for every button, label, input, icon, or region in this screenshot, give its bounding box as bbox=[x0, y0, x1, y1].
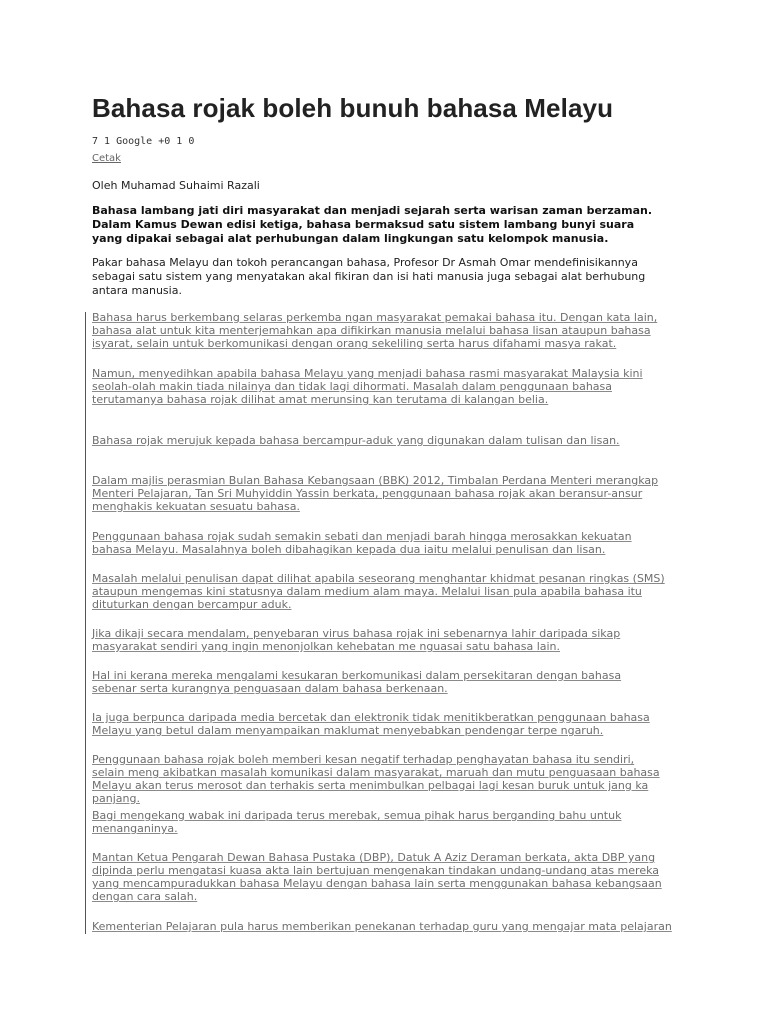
article-title: Bahasa rojak boleh bunuh bahasa Melayu bbox=[92, 93, 614, 123]
lead-paragraph: Bahasa lambang jati diri masyarakat dan menjadi sejarah serta warisan zaman berzaman. Dalam Kamus Dewan edisi ketiga, bahasa bermaksud satu sistem lambang bunyi suara yang dipakai sebagai alat perhubungan dalam lingkungan satu kelompok manusia. bbox=[92, 204, 653, 245]
body-paragraph[interactable]: Namun, menyedihkan apabila bahasa Melayu yang menjadi bahasa rasmi masyarakat Malaysia kini seolah-olah makin tiada nilainya dan tidak lagi dihormati. Masalah dalam penggunaan bahasa terutamanya bahasa rojak dilihat amat merunsing kan terutama di kalangan belia. bbox=[92, 367, 643, 406]
body-paragraph[interactable]: Bagi mengekang wabak ini daripada terus merebak, semua pihak harus berganding bahu untuk menanganinya. bbox=[92, 809, 622, 835]
body-paragraph[interactable]: Penggunaan bahasa rojak boleh memberi kesan negatif terhadap penghayatan bahasa itu sendiri, selain meng akibatkan masalah komunikasi dalam masyarakat, maruah dan mutu penguasaan bahasa Melayu akan terus merosot dan terhakis serta menimbulkan pelbagai lagi kesan buruk untuk jang ka panjang. bbox=[92, 753, 660, 805]
social-share-counts[interactable]: 7 1 Google +0 1 0 bbox=[92, 136, 195, 147]
body-paragraph[interactable]: Bahasa rojak merujuk kepada bahasa bercampur-aduk yang digunakan dalam tulisan dan lisan. bbox=[92, 434, 620, 447]
body-paragraph[interactable]: Bahasa harus berkembang selaras perkemba ngan masyarakat pemakai bahasa itu. Dengan kata lain, bahasa alat untuk kita menterjemahkan apa difikirkan manusia melalui bahasa lisan ataupun bahasa isyarat, selain untuk berkomunikasi dengan orang sekeliling serta harus difahami masya rakat. bbox=[92, 311, 658, 350]
body-paragraph[interactable]: Ia juga berpunca daripada media bercetak dan elektronik tidak menitikberatkan penggunaan bahasa Melayu yang betul dalam menyampaikan maklumat menyebabkan pendengar terpe ngaruh. bbox=[92, 711, 650, 737]
intro-paragraph: Pakar bahasa Melayu dan tokoh perancangan bahasa, Profesor Dr Asmah Omar mendefinisikannya sebagai satu sistem yang menyatakan akal fikiran dan isi hati manusia juga sebagai alat berhubung antara manusia. bbox=[92, 256, 646, 297]
author-byline: Oleh Muhamad Suhaimi Razali bbox=[92, 179, 260, 192]
body-paragraph[interactable]: Masalah melalui penulisan dapat dilihat apabila seseorang menghantar khidmat pesanan ringkas (SMS) ataupun mengemas kini statusnya dalam medium alam maya. Melalui lisan pula apabila bahasa itu dituturkan dengan bercampur aduk. bbox=[92, 572, 665, 611]
body-paragraph[interactable]: Mantan Ketua Pengarah Dewan Bahasa Pustaka (DBP), Datuk A Aziz Deraman berkata, akta DBP yang dipinda perlu mengatasi kuasa akta lain bertujuan mengenakan tindakan undang-undang atas mereka yang mencampuradukkan bahasa Melayu dengan bahasa lain serta menggunakan bahasa kebangsaan dengan cara salah. bbox=[92, 851, 662, 903]
print-link[interactable]: Cetak bbox=[92, 153, 121, 164]
body-paragraph[interactable]: Jika dikaji secara mendalam, penyebaran virus bahasa rojak ini sebenarnya lahir daripada sikap masyarakat sendiri yang ingin menonjolkan kehebatan me nguasai satu bahasa lain. bbox=[92, 627, 621, 653]
body-paragraph[interactable]: Dalam majlis perasmian Bulan Bahasa Kebangsaan (BBK) 2012, Timbalan Perdana Menteri merangkap Menteri Pelajaran, Tan Sri Muhyiddin Yassin berkata, penggunaan bahasa rojak akan beransur-ansur menghakis kekuatan sesuatu bahasa. bbox=[92, 474, 659, 513]
body-paragraph[interactable]: Kementerian Pelajaran pula harus memberikan penekanan terhadap guru yang mengajar mata pelajaran bbox=[92, 920, 672, 933]
quote-margin-bar bbox=[85, 312, 86, 934]
body-paragraph[interactable]: Penggunaan bahasa rojak sudah semakin sebati dan menjadi barah hingga merosakkan kekuatan bahasa Melayu. Masalahnya boleh dibahagikan kepada dua iaitu melalui penulisan dan lisan. bbox=[92, 530, 632, 556]
body-paragraph[interactable]: Hal ini kerana mereka mengalami kesukaran berkomunikasi dalam persekitaran dengan bahasa sebenar serta kurangnya penguasaan dalam bahasa berkenaan. bbox=[92, 669, 622, 695]
